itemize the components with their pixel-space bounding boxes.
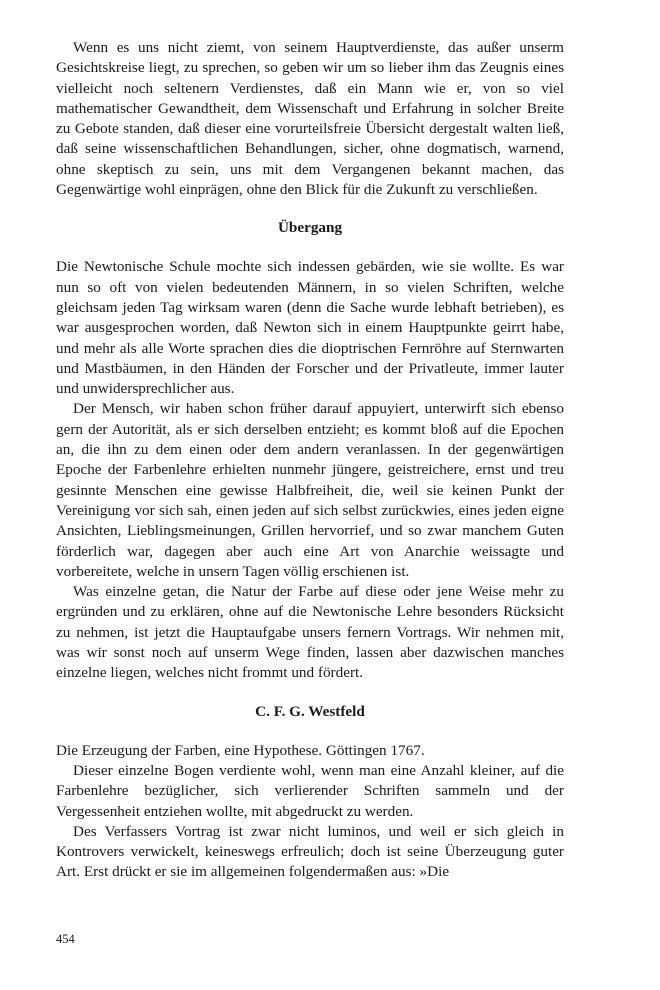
uebergang-paragraph-2: Der Mensch, wir haben schon früher darauf appuyiert, unterwirft sich ebenso gern der Autorität, als er sich derselben entzieht; es kommt bloß auf die Epochen an, die ihn zu dem einen oder dem andern veranlassen. In der gegenwärtigen Epoche der Farbenlehre erhielten nunmehr jüngere, geistreichere, ernst und treu gesinnte Menschen eine gewisse Halbfreiheit, die, weil sie keinen Punkt der Vereinigung vor sich sah, einen jeden auf sich selbst zurückwies, eines jeden eigne Ansichten, Lieblingsmeinungen, Grillen hervorrief, und so zwar manchem Guten förderlich war, dagegen aber auch eine Art von Anarchie weissagte und vorbereitete, welche in unsern Tagen völlig erschienen ist. [56,400,564,580]
section-heading-westfeld: C. F. G. Westfeld [255,702,365,720]
westfeld-paragraph-2: Dieser einzelne Bogen verdiente wohl, wenn man eine Anzahl kleiner, auf die Farbenlehre bezüglicher, sich verlierender Schriften sammeln und der Vergessenheit entziehen wollte, mit abgedruckt zu werden. [56,761,564,820]
uebergang-paragraph-3: Was einzelne getan, die Natur der Farbe auf diese oder jene Weise mehr zu ergründen und zu erklären, ohne auf die Newtonische Lehre besonders Rücksicht zu nehmen, ist jetzt die Hauptaufgabe unsers fernern Vortrags. Wir nehmen mit, was wir sonst noch auf unserm Wege finden, lassen aber dazwischen manches einzelne liegen, welches nicht frommt und fördert. [56,583,564,682]
page-number: 454 [56,932,75,946]
westfeld-paragraph-1: Die Erzeugung der Farben, eine Hypothese. Göttingen 1767. [56,741,425,759]
page-body [56,38,564,883]
section-heading-uebergang: Übergang [277,219,343,237]
uebergang-paragraph-1: Die Newtonische Schule mochte sich indessen gebärden, wie sie wollte. Es war nun so oft von vielen bedeutenden Männern, in so vielen Schriften, welche gleichsam jeden Tag wirksam waren (denn die Sache wurde lebhaft betrieben), es war ausgesprochen worden, daß Newton sich in einem Hauptpunkte geirrt habe, und mehr als alle Worte sprachen dies die dioptrischen Fernröhre auf Sternwarten und Mastbäumen, in den Händen der Forscher und der Privatleute, immer lauter und unwidersprechlicher aus. [56,258,564,398]
intro-paragraph: Wenn es uns nicht ziemt, von seinem Hauptverdienste, das außer unserm Gesichtskreise liegt, zu sprechen, so geben wir um so lieber ihm das Zeugnis eines vielleicht noch seltenern Verdienstes, daß ein Mann wie er, von so viel mathematischer Gewandtheit, dem Wissenschaft und Erfahrung in solcher Breite zu Gebote standen, daß dieser eine vorurteilsfreie Übersicht dergestalt walten ließ, daß seine wissenschaftlichen Behandlungen, sicher, ohne dogmatisch, warnend, ohne skeptisch zu sein, uns mit dem Vergangenen bekannt machen, das Gegenwärtige wohl einprägen, ohne den Blick für die Zukunft zu verschließen. [56,39,564,199]
westfeld-paragraph-3: Des Verfassers Vortrag ist zwar nicht luminos, und weil er sich gleich in Kontrovers verwickelt, keineswegs erfreulich; doch ist seine Überzeugung guter Art. Erst drückt er sie im allgemeinen folgendermaßen aus: »Die [56,822,564,881]
